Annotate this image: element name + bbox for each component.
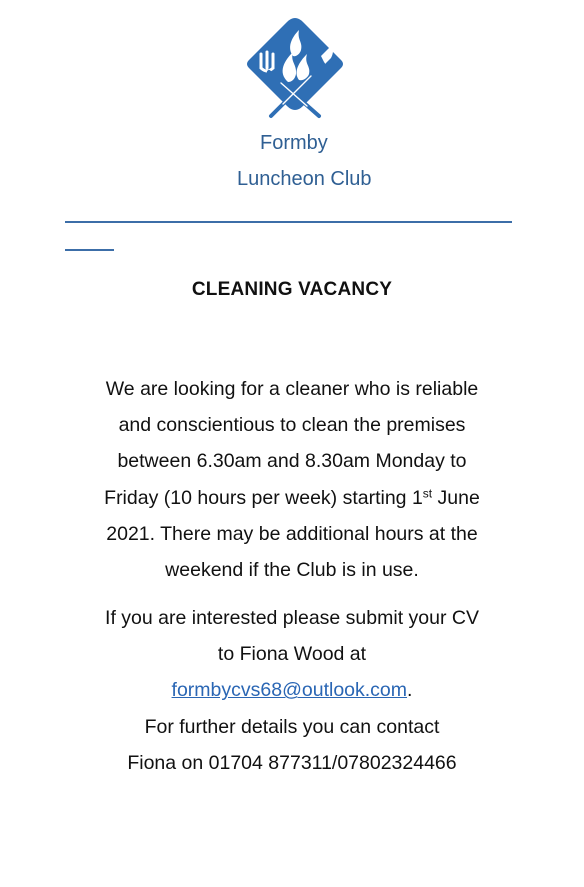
email-punctuation: .	[407, 679, 413, 702]
body-line: weekend if the Club is in use.	[165, 559, 419, 582]
body-line: If you are interested please submit your CV	[105, 607, 479, 629]
application-info	[40, 600, 544, 781]
ordinal-suffix: st	[422, 486, 433, 501]
start-date-text: Friday (10 hours per week) starting 1	[104, 486, 423, 509]
divider-long	[65, 221, 512, 223]
body-line: For further details you can contact	[144, 715, 440, 738]
fork-knife-flame-diamond-icon	[241, 16, 349, 120]
job-description	[40, 371, 544, 588]
divider-short	[65, 249, 114, 251]
body-line: between 6.30am and 8.30am Monday to	[117, 450, 467, 473]
contact-phone-line: Fiona on 01704 877311/07802324466	[127, 751, 457, 774]
body-line: 2021. There may be additional hours at the	[106, 522, 478, 545]
email-line	[40, 672, 544, 708]
body-line-start-date	[40, 480, 544, 516]
org-name-line2: Luncheon Club	[237, 168, 372, 190]
body-line: and conscientious to clean the premises	[118, 414, 466, 437]
start-date-month: June	[432, 486, 480, 509]
body-line: to Fiona Wood at	[217, 643, 367, 666]
email-link[interactable]: formbycvs68@outlook.com	[171, 679, 408, 702]
vacancy-heading: CLEANING VACANCY	[191, 279, 393, 300]
org-name-line1: Formby	[260, 132, 328, 154]
body-line: We are looking for a cleaner who is reliable	[105, 378, 479, 400]
